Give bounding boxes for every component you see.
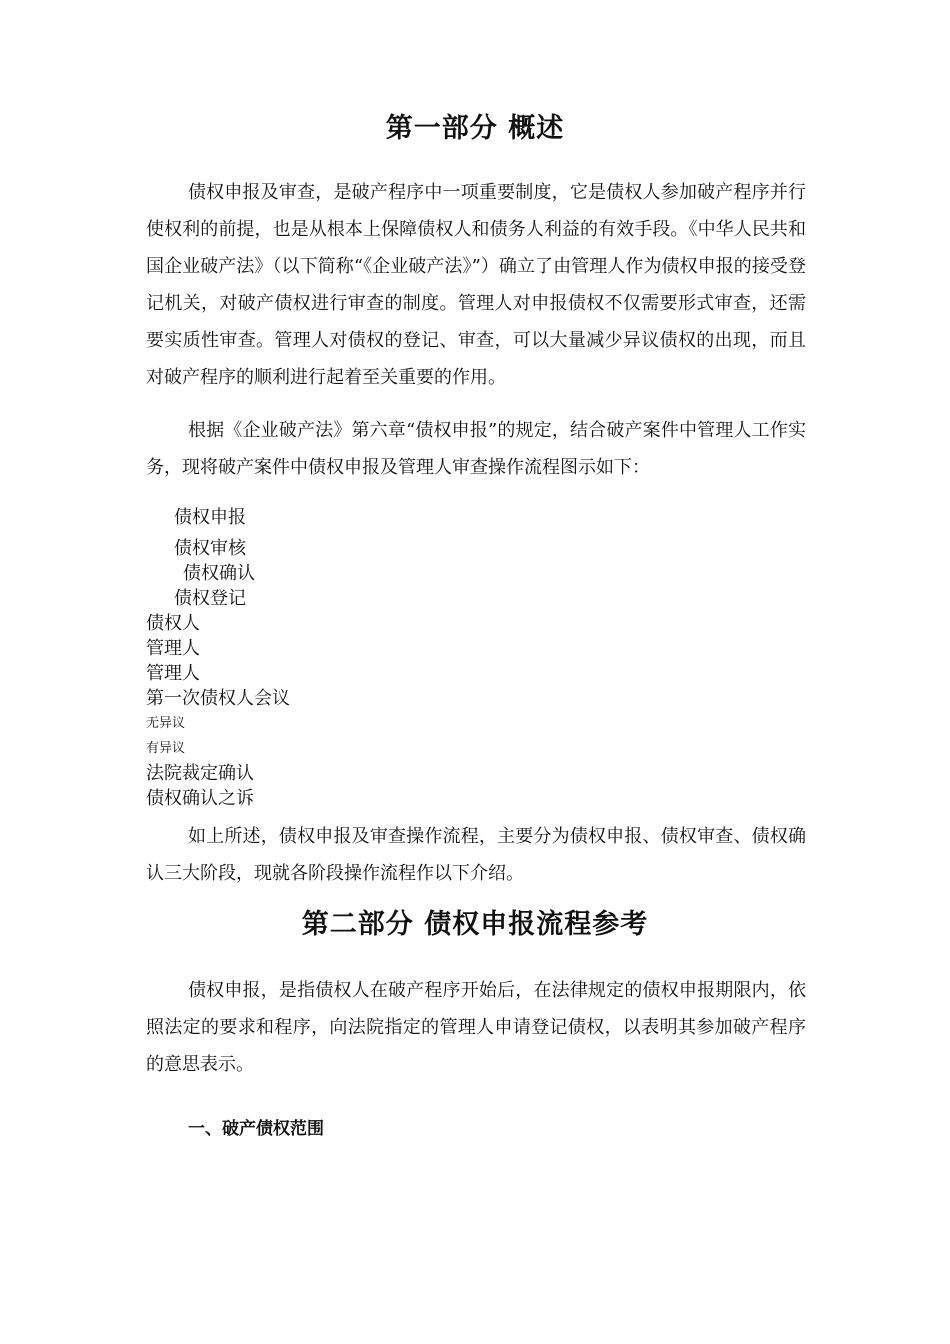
part1-summary-paragraph: 如上所述，债权申报及审查操作流程，主要分为债权申报、债权审查、债权确认三大阶段，现就各阶段操作流程作以下介绍。: [146, 826, 806, 884]
flow-step-confirm: 债权确认: [183, 563, 255, 584]
part2-title: 第二部分 债权申报流程参考: [301, 909, 649, 940]
flow-role-creditor: 债权人: [146, 613, 200, 634]
flow-step-review: 债权审核: [174, 538, 246, 559]
flow-confirmation-lawsuit: 债权确认之诉: [146, 788, 254, 809]
part1-flow-intro-paragraph: 根据《企业破产法》第六章“债权申报”的规定，结合破产案件中管理人工作实务，现将破产案件中债权申报及管理人审查操作流程图示如下：: [146, 420, 806, 478]
part2-definition-paragraph: 债权申报，是指债权人在破产程序开始后，在法律规定的债权申报期限内，依照法定的要求和程序，向法院指定的管理人申请登记债权，以表明其参加破产程序的意思表示。: [146, 980, 806, 1075]
flow-role-admin: 管理人: [146, 663, 200, 684]
part1-intro-paragraph: 债权申报及审查，是破产程序中一项重要制度，它是债权人参加破产程序并行使权利的前提，也是从根本上保障债权人和债务人利益的有效手段。《中华人民共和国企业破产法》（以下简称“《企业破产法》”）确立了由管理人作为债权申报的接受登记机关，对破产债权进行审查的制度。管理人对申报债权不仅需要形式审查，还需要实质性审查。管理人对债权的登记、审查，可以大量减少异议债权的出现，而且对破产程序的顺利进行起着至关重要的作用。: [146, 182, 806, 388]
flow-step-declare: 债权申报: [174, 507, 246, 528]
flowchart-labels: [146, 504, 290, 811]
flow-role-admin: 管理人: [146, 638, 200, 659]
flow-no-objection: 无异议: [146, 716, 186, 731]
flow-court-ruling: 法院裁定确认: [146, 763, 254, 784]
flow-step-register: 债权登记: [174, 588, 246, 609]
section-heading-bankruptcy-claims-scope: 一、破产债权范围: [188, 1119, 324, 1139]
part1-title: 第一部分 概述: [385, 113, 565, 144]
flow-first-creditors-meeting: 第一次债权人会议: [146, 688, 290, 709]
flow-objection: 有异议: [146, 741, 186, 756]
